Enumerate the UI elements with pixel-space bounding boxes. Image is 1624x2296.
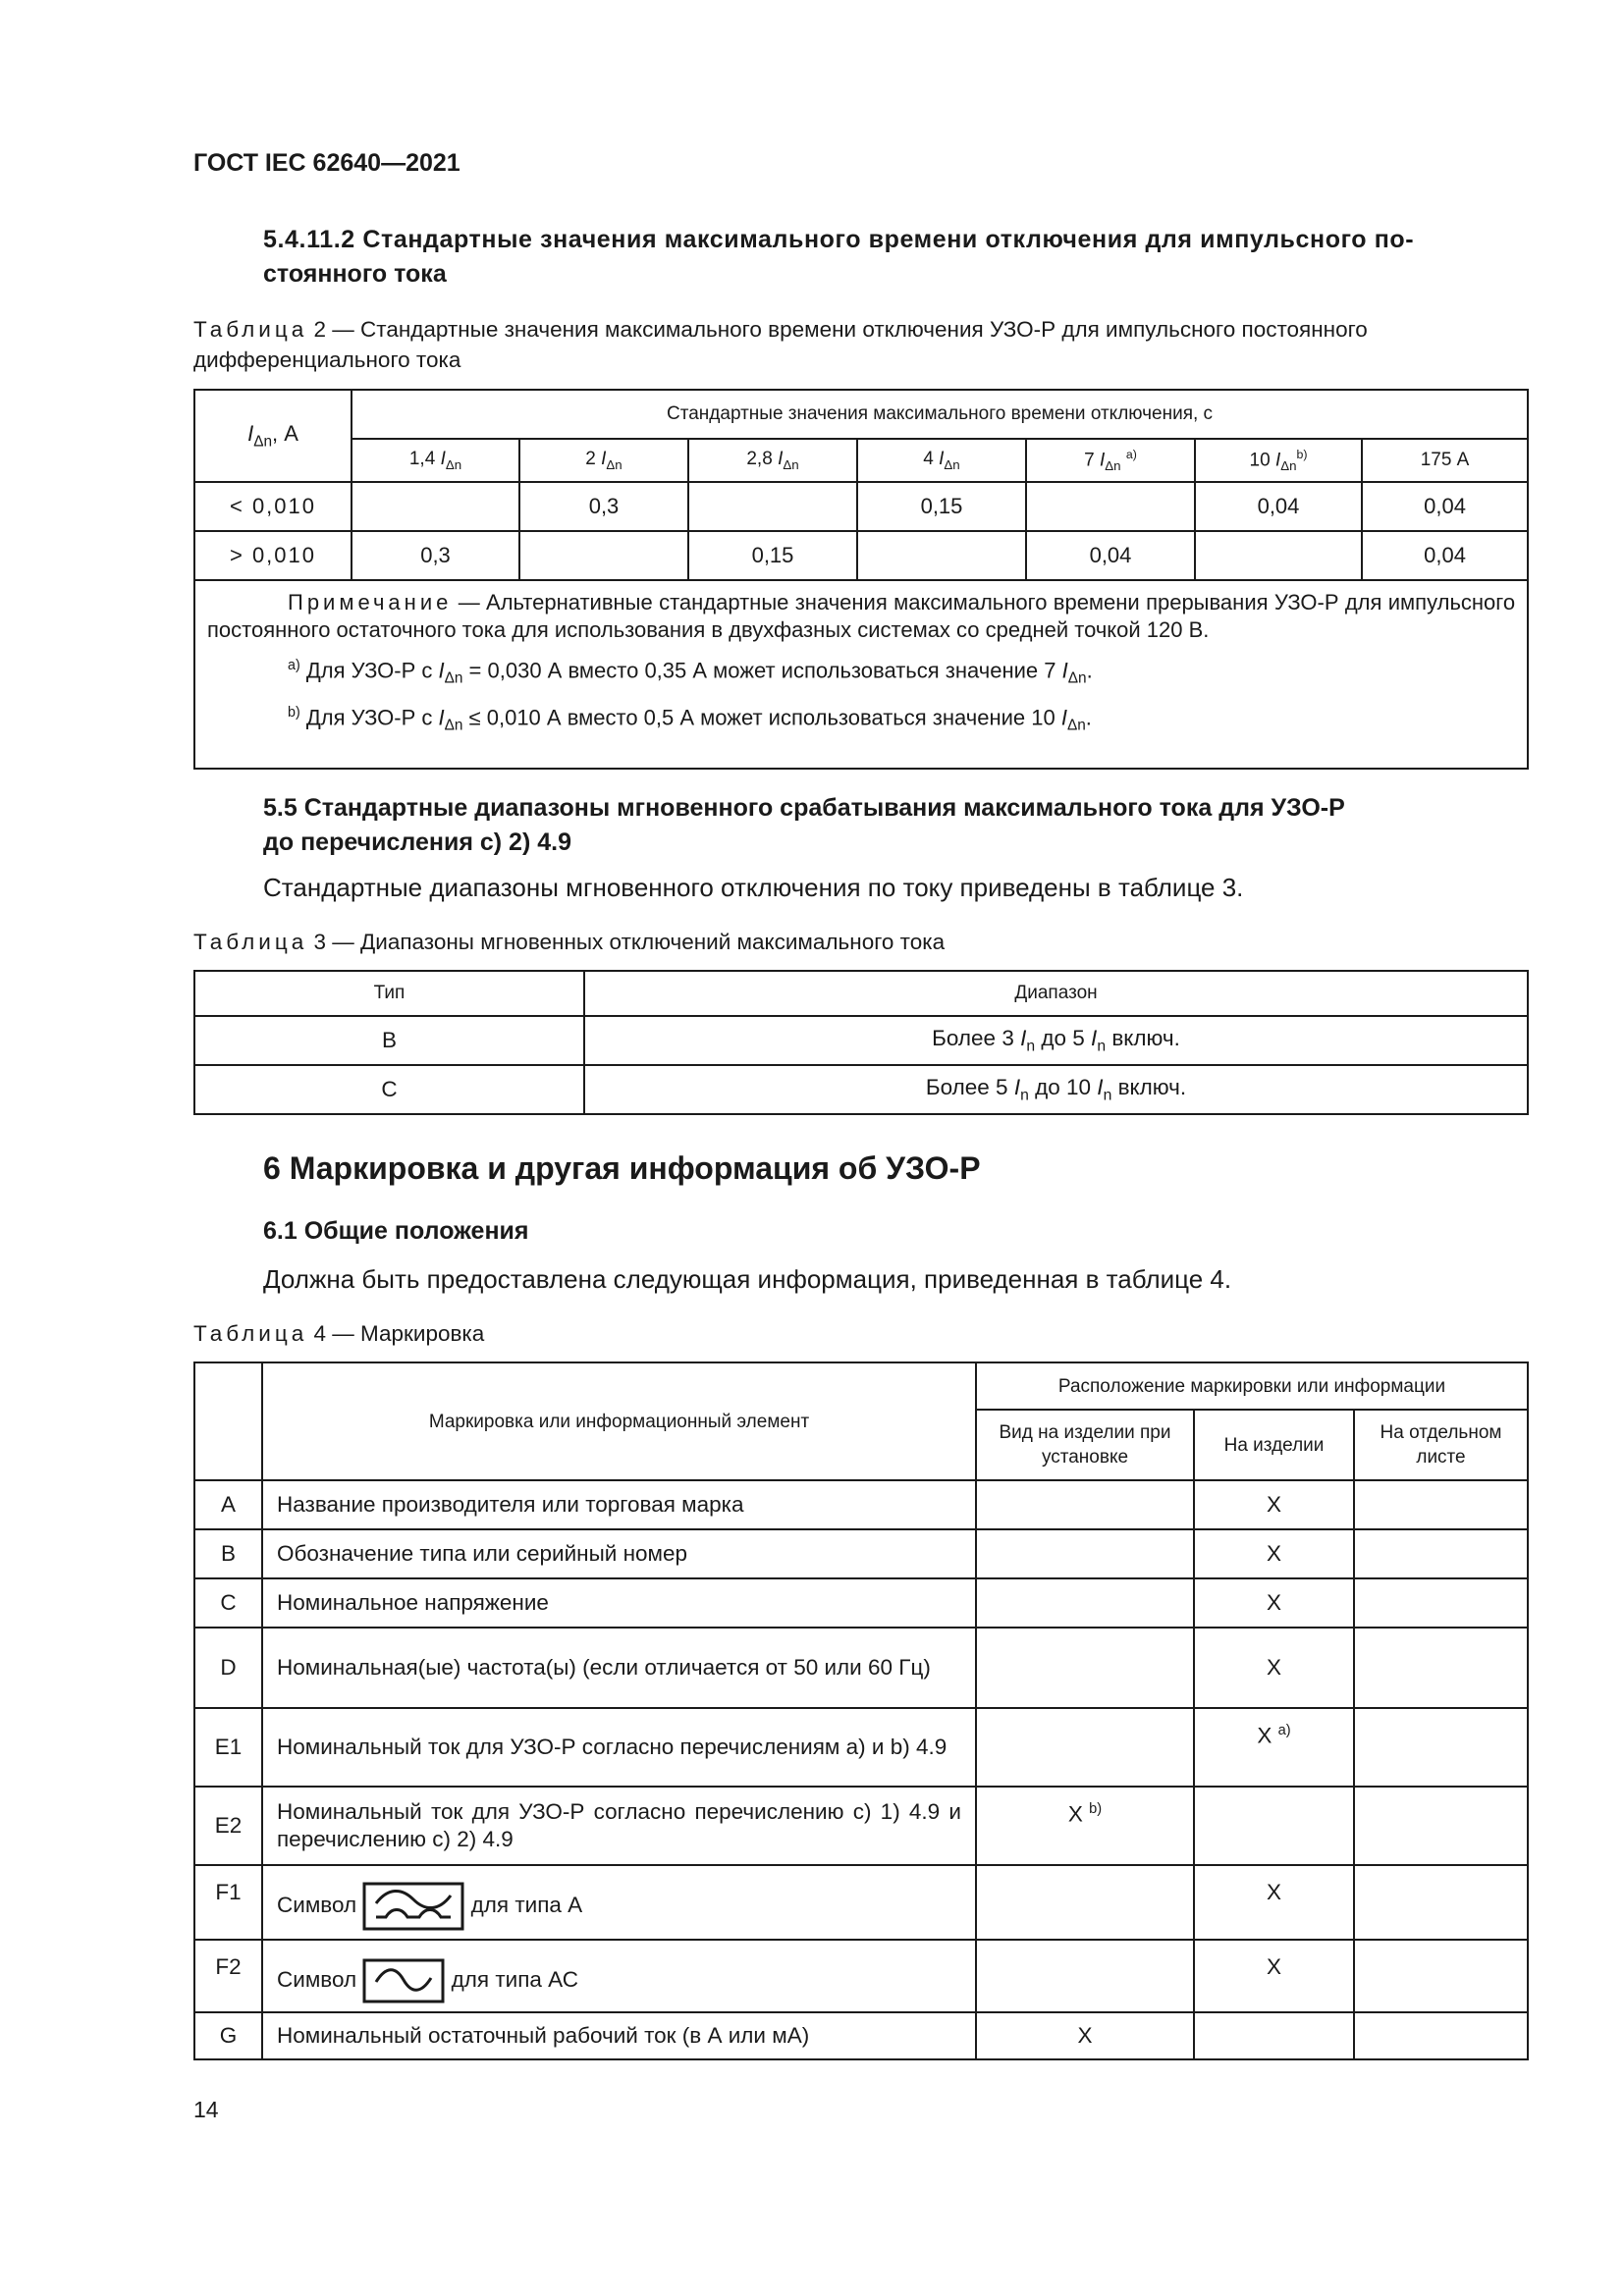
table4-sheet xyxy=(1354,1578,1528,1628)
section-title-line2: до перечисления с) 2) 4.9 xyxy=(263,828,571,856)
symbol-type-label: для типа АС xyxy=(451,1966,578,1992)
table-cell xyxy=(1195,531,1362,580)
table2-col-6: 10 $I_{\Delta n}^{b)}$ xyxy=(1195,439,1362,482)
table4-text: Обозначение типа или серийный номер xyxy=(262,1529,976,1578)
symbol-label: Символ xyxy=(277,1966,357,1992)
table4-text: Номинальная(ые) частота(ы) (если отличается от 50 или 60 Гц) xyxy=(262,1628,976,1708)
table4-view: X xyxy=(976,2012,1194,2059)
table4-code: A xyxy=(194,1480,262,1529)
table4-on xyxy=(1194,2012,1354,2059)
table3-type: C xyxy=(194,1065,584,1114)
table4-text xyxy=(262,1865,976,1940)
table-row xyxy=(194,1708,1528,1787)
table4 xyxy=(193,1362,1529,2060)
table-cell: 0,04 xyxy=(1195,482,1362,531)
table4-text: Номинальный ток для УЗО-Р согласно перечислению с) 1) 4.9 и перечислению с) 2) 4.9 xyxy=(262,1787,976,1865)
table-cell: 0,04 xyxy=(1026,531,1195,580)
table2-row-header: $I_{\Delta n}$, А xyxy=(194,390,352,482)
table4-code: E2 xyxy=(194,1787,262,1865)
table2-footnote-a: $^{a)}$ Для УЗО-Р с $I_{\Delta n} = 0,030$ А вместо 0,35 А может использоваться значение 7 $I_{\Delta n}$. xyxy=(288,658,1093,687)
table2-col-2: 2 $I_{\Delta n}$ xyxy=(519,439,688,482)
table-row xyxy=(194,1865,1528,1940)
table2 xyxy=(193,389,1529,770)
table2-col-7: 175 А xyxy=(1362,439,1528,482)
section-5-4-11-2-title xyxy=(263,223,1490,292)
table4-sheet xyxy=(1354,2012,1528,2059)
table-row xyxy=(194,2012,1528,2059)
table4-header-group: Расположение маркировки или информации xyxy=(976,1362,1528,1410)
table-row xyxy=(194,1016,1528,1065)
table-row xyxy=(194,1529,1528,1578)
type-a-symbol-icon xyxy=(362,1882,464,1931)
table4-caption-text: 4 — Маркировка xyxy=(313,1321,485,1346)
table4-header-sheet: На отдельном листе xyxy=(1354,1410,1528,1480)
table-cell: 0,3 xyxy=(352,531,519,580)
table3-caption xyxy=(193,927,945,957)
section-5-5-text: Стандартные диапазоны мгновенного отключения по току приведены в таблице 3. xyxy=(263,873,1244,902)
table4-view xyxy=(976,1628,1194,1708)
table4-header-code xyxy=(194,1362,262,1480)
section-6-1-title: 6.1 Общие положения xyxy=(263,1217,529,1245)
table4-on: X xyxy=(1194,1940,1354,2012)
section-title-line2: стоянного тока xyxy=(263,260,447,288)
table3-range: Более 3 $I_n$ до 5 $I_n$ включ. xyxy=(584,1016,1528,1065)
table2-col-5: 7 $I_{\Delta n}$ $^{a)}$ xyxy=(1026,439,1195,482)
table2-caption-label: Таблица xyxy=(193,317,308,342)
table3-caption-label: Таблица xyxy=(193,930,308,954)
symbol-label: Символ xyxy=(277,1892,357,1917)
table2-footnote-b: $^{b)}$ Для УЗО-Р с $I_{\Delta n} \le 0,010$ А вместо 0,5 А может использоваться значение 10 $I_{\Delta n}$. xyxy=(288,704,1092,734)
table2-caption xyxy=(193,314,1529,375)
table4-view xyxy=(976,1708,1194,1787)
table-cell xyxy=(352,482,519,531)
table2-row-label: > 0,010 xyxy=(194,531,352,580)
table2-note xyxy=(194,580,1528,769)
table4-view xyxy=(976,1529,1194,1578)
table4-code: D xyxy=(194,1628,262,1708)
table4-on: X xyxy=(1194,1578,1354,1628)
table4-sheet xyxy=(1354,1865,1528,1940)
section-6-title: 6 Маркировка и другая информация об УЗО-Р xyxy=(263,1150,981,1186)
table4-text: Номинальный ток для УЗО-Р согласно перечислениям а) и b) 4.9 xyxy=(262,1708,976,1787)
table3-header-type: Тип xyxy=(194,971,584,1016)
page-number: 14 xyxy=(193,2097,219,2122)
table4-text: Номинальный остаточный рабочий ток (в А или мА) xyxy=(262,2012,976,2059)
table4-code: C xyxy=(194,1578,262,1628)
table4-view xyxy=(976,1940,1194,2012)
table-cell xyxy=(1026,482,1195,531)
table-cell xyxy=(857,531,1026,580)
table2-col-4: 4 $I_{\Delta n}$ xyxy=(857,439,1026,482)
document-header: ГОСТ IEC 62640—2021 xyxy=(193,149,460,177)
table3-range: Более 5 $I_n$ до 10 $I_n$ включ. xyxy=(584,1065,1528,1114)
table2-col-1: 1,4 $I_{\Delta n}$ xyxy=(352,439,519,482)
table4-text xyxy=(262,1940,976,2012)
table4-sheet xyxy=(1354,1529,1528,1578)
table4-view xyxy=(976,1865,1194,1940)
table-row xyxy=(194,1940,1528,2012)
table3-type: B xyxy=(194,1016,584,1065)
table4-view: X $^{b)}$ xyxy=(976,1787,1194,1865)
section-title-line1: 5.5 Стандартные диапазоны мгновенного срабатывания максимального тока для УЗО-Р xyxy=(263,794,1345,822)
table4-view xyxy=(976,1578,1194,1628)
table-cell xyxy=(688,482,857,531)
table-row xyxy=(194,531,1528,580)
table-row xyxy=(194,1480,1528,1529)
table4-view xyxy=(976,1480,1194,1529)
table-cell: 0,04 xyxy=(1362,482,1528,531)
table3 xyxy=(193,970,1529,1115)
table4-header-item: Маркировка или информационный элемент xyxy=(262,1362,976,1480)
table-row xyxy=(194,1628,1528,1708)
table4-sheet xyxy=(1354,1940,1528,2012)
table2-col-3: 2,8 $I_{\Delta n}$ xyxy=(688,439,857,482)
table-row xyxy=(194,1787,1528,1865)
table4-header-on: На изделии xyxy=(1194,1410,1354,1480)
table2-group-header: Стандартные значения максимального времени отключения, с xyxy=(352,390,1528,439)
table-row xyxy=(194,1578,1528,1628)
table-cell xyxy=(519,531,688,580)
table4-code: F1 xyxy=(194,1865,262,1940)
table4-code: G xyxy=(194,2012,262,2059)
table4-sheet xyxy=(1354,1787,1528,1865)
section-title-line1: 5.4.11.2 Стандартные значения максимального времени отключения для импульсного по- xyxy=(263,226,1415,253)
table2-row-label: < 0,010 xyxy=(194,482,352,531)
type-ac-symbol-icon xyxy=(362,1958,445,2003)
table4-header-view: Вид на изделии при установке xyxy=(976,1410,1194,1480)
table3-caption-text: 3 — Диапазоны мгновенных отключений максимального тока xyxy=(313,930,946,954)
table4-on: X $^{a)}$ xyxy=(1194,1708,1354,1787)
table-row xyxy=(194,482,1528,531)
table4-caption xyxy=(193,1318,484,1349)
table4-code: F2 xyxy=(194,1940,262,2012)
table4-code: E1 xyxy=(194,1708,262,1787)
table-cell: 0,04 xyxy=(1362,531,1528,580)
table2-note-text: — Альтернативные стандартные значения максимального времени прерывания УЗО-Р для импульсного постоянного остаточного тока для использования в двухфазных системах со средней точкой 120 В. xyxy=(207,590,1516,642)
table4-on xyxy=(1194,1787,1354,1865)
table4-caption-label: Таблица xyxy=(193,1321,308,1346)
table-row xyxy=(194,1065,1528,1114)
table4-text: Номинальное напряжение xyxy=(262,1578,976,1628)
table4-on: X xyxy=(1194,1529,1354,1578)
table4-on: X xyxy=(1194,1865,1354,1940)
table4-code: B xyxy=(194,1529,262,1578)
symbol-type-label: для типа А xyxy=(470,1892,583,1917)
table4-text: Название производителя или торговая марка xyxy=(262,1480,976,1529)
table4-on: X xyxy=(1194,1628,1354,1708)
table2-caption-line2: дифференциального тока xyxy=(193,347,461,372)
table2-note-label: Примечание xyxy=(288,590,453,614)
table-cell: 0,15 xyxy=(688,531,857,580)
table4-sheet xyxy=(1354,1708,1528,1787)
table-cell: 0,3 xyxy=(519,482,688,531)
table4-sheet xyxy=(1354,1628,1528,1708)
table-cell: 0,15 xyxy=(857,482,1026,531)
table3-header-range: Диапазон xyxy=(584,971,1528,1016)
table2-caption-line1: 2 — Стандартные значения максимального времени отключения УЗО-Р для импульсного постоянного xyxy=(313,317,1368,342)
table4-on: X xyxy=(1194,1480,1354,1529)
section-6-1-text: Должна быть предоставлена следующая информация, приведенная в таблице 4. xyxy=(263,1264,1232,1294)
section-5-5-title xyxy=(263,791,1490,860)
table4-sheet xyxy=(1354,1480,1528,1529)
